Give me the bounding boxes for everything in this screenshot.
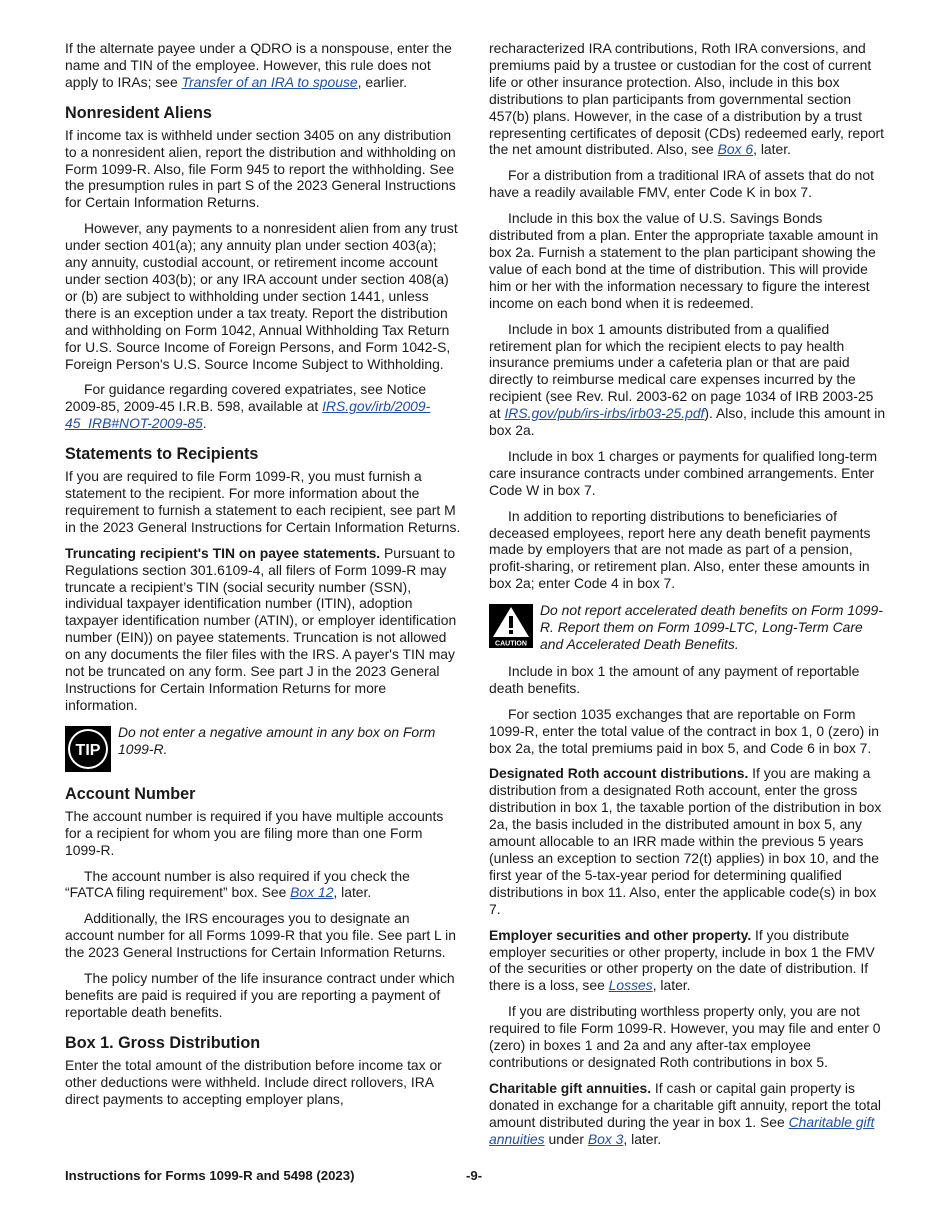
- box1-paragraph-1: Enter the total amount of the distribution before income tax or other deductions were withheld. Include direct rollovers, IRA direct payments to accepting employer plans,: [65, 1056, 442, 1107]
- long-term-care-paragraph: Include in box 1 charges or payments for qualified long-term care insurance contracts under combined arrangements. Enter Code W in box 7.: [489, 447, 878, 498]
- irb03-25-link[interactable]: IRS.gov/pub/irs-irbs/irb03-25.pdf: [504, 405, 705, 422]
- truncating-paragraph: Truncating recipient's TIN on payee statements. Pursuant to Regulations section 301.6109-4, all filers of Form 1099-R may truncate a recipient’s TIN (social security number (SSN), individual taxpayer identification number (ITIN), adoption taxpayer identification number (ATIN), or employer identification number (EIN)) on payee statements. Truncation is not allowed on any documents the filer files with the IRS. A payer's TIN may not be truncated on any form. See part J in the 2023 General Instructions for Certain Information Returns for more information.: [65, 544, 457, 713]
- footer-title: Instructions for Forms 1099-R and 5498 (2023): [65, 1168, 355, 1183]
- caution-text: Do not report accelerated death benefits on Form 1099-R. Report them on Form 1099-LTC, Long-Term Care and Accelerated Death Benefits.: [540, 602, 883, 652]
- section-1035-paragraph: For section 1035 exchanges that are reportable on Form 1099-R, enter the total value of the contract in box 1, 0 (zero) in box 2a, the total premiums paid in box 5, and Code 6 in box 7.: [489, 705, 879, 756]
- truncating-title: Truncating recipient's TIN on payee statements.: [65, 544, 381, 561]
- savings-bonds-paragraph: Include in this box the value of U.S. Savings Bonds distributed from a plan. Enter the appropriate taxable amount in box 2a. Furnish a statement to the plan participant showing the value of each bond at the time of distribution. This will provide him or her with the information necessary to figure the interest income on each bond when it is redeemed.: [489, 210, 879, 311]
- account-paragraph-1: The account number is required if you have multiple accounts for a recipient for whom you are filing more than one Form 1099-R.: [65, 807, 444, 858]
- page-footer: [65, 1168, 886, 1186]
- charitable-gift-annuities-link[interactable]: Charitable gift annuities: [489, 1113, 875, 1147]
- nonresident-aliens-heading: Nonresident Aliens: [65, 103, 212, 122]
- losses-link[interactable]: Losses: [608, 977, 653, 994]
- statements-heading: Statements to Recipients: [65, 445, 259, 464]
- transfer-ira-spouse-link[interactable]: Transfer of an IRA to spouse: [181, 73, 358, 90]
- charitable-title: Charitable gift annuities.: [489, 1079, 652, 1096]
- employer-securities-title: Employer securities and other property.: [489, 926, 752, 943]
- box-12-link[interactable]: Box 12: [290, 884, 334, 901]
- box-3-link[interactable]: Box 3: [587, 1130, 624, 1147]
- reportable-death-paragraph: Include in box 1 the amount of any payment of reportable death benefits.: [489, 662, 860, 696]
- account-number-heading: Account Number: [65, 784, 196, 803]
- fmv-paragraph: For a distribution from a traditional IRA of assets that do not have a readily available FMV, enter Code K in box 7.: [489, 167, 874, 201]
- statements-paragraph-1: If you are required to file Form 1099-R, you must furnish a statement to the recipient. For more information about the requirement to furnish a statement to each recipient, see part M in the 2023 General Instructions for Certain Information Returns.: [65, 468, 461, 535]
- tip-text: Do not enter a negative amount in any box on Form 1099-R.: [118, 723, 436, 757]
- tip-callout: [65, 724, 461, 772]
- account-paragraph-4: The policy number of the life insurance contract under which benefits are paid is required if you are reporting a payment of reportable death benefits.: [65, 970, 455, 1020]
- box-6-link[interactable]: Box 6: [717, 141, 754, 158]
- box1-heading: Box 1. Gross Distribution: [65, 1033, 261, 1052]
- account-paragraph-3: Additionally, the IRS encourages you to designate an account number for all Forms 1099-R that you file. See part L in the 2023 General Instructions for Certain Information Returns.: [65, 910, 456, 961]
- charitable-paragraph: Charitable gift annuities. If cash or capital gain property is donated in exchange for a charitable gift annuity, report the total amount distributed during the year in box 1. See Charitable gift annuities under Box 3, later.: [489, 1079, 882, 1147]
- caution-icon: [489, 604, 533, 648]
- account-paragraph-2: The account number is also required if you check the “FATCA filing requirement” box. See Box 12, later.: [65, 867, 410, 901]
- nonresident-paragraph-3: For guidance regarding covered expatriates, see Notice 2009-85, 2009-45 I.R.B. 598, available at IRS.gov/irb/2009-45_IRB#NOT-2009-85.: [65, 381, 431, 432]
- right-column: [489, 40, 886, 1156]
- death-benefit-paragraph: In addition to reporting distributions to beneficiaries of deceased employees, report here any death benefit payments made by employers that are not made as part of a pension, profit-sharing, or retirement plan. Also, enter these amounts in box 2a; enter Code 4 in box 7.: [489, 507, 871, 592]
- nonresident-paragraph-2: However, any payments to a nonresident alien from any trust under section 401(a); any annuity plan under section 403(a); any annuity, custodial account, or retirement income account under section 403(b); or any IRA account under section 408(a) or (b) are subject to withholding under section 1441, unless there is an exception under a tax treaty. Report the distribution and withholding on Form 1042, Annual Withholding Tax Return for U.S. Source Income of Foreign Persons, and Form 1042-S, Foreign Person's U.S. Source Income Subject to Withholding.: [65, 220, 458, 372]
- tip-icon-label: TIP: [75, 741, 101, 759]
- roth-paragraph: Designated Roth account distributions. If you are making a distribution from a designated Roth account, enter the gross distribution in box 1, the taxable portion of the distribution in box 2a, the basis included in the distributed amount in box 5, any amount allocable to an IRR made within the previous 5 years (unless an exception to section 72(t) applies) in box 10, and the first year of the 5-tax-year period for determining qualified distributions in box 11. Also, enter the applicable code(s) in box 7.: [489, 765, 882, 917]
- qdro-paragraph: If the alternate payee under a QDRO is a nonspouse, enter the name and TIN of the employee. However, this rule does not apply to IRAs; see Transfer of an IRA to spouse, earlier.: [65, 40, 452, 90]
- health-insurance-paragraph: Include in box 1 amounts distributed from a qualified retirement plan for which the recipient elects to pay health insurance premiums under a cafeteria plan or that are paid directly to reimburse medical care expenses incurred by the recipient (see Rev. Rul. 2003-62 on page 1034 of IRB 2003-25 at IRS.gov/pub/irs-irbs/irb03-25.pdf). Also, include this amount in box 2a.: [489, 320, 886, 439]
- irs-irb-notice-link[interactable]: IRS.gov/irb/2009-45_IRB#NOT-2009-85: [65, 398, 431, 432]
- caution-icon-label: CAUTION: [495, 640, 527, 648]
- worthless-property-paragraph: If you are distributing worthless property only, you are not required to file Form 1099-R. However, you may file and enter 0 (zero) in boxes 1 and 2a and any after-tax employee contributions or designated Roth contributions in box 5.: [489, 1003, 881, 1070]
- tip-icon: [65, 726, 111, 772]
- left-column: [65, 40, 461, 1117]
- employer-securities-paragraph: Employer securities and other property. If you distribute employer securities or other property, include in box 1 the FMV of the securities or other property on the date of distribution. If there is a loss, see Losses, later.: [489, 926, 875, 994]
- caution-callout: [489, 602, 886, 653]
- roth-title: Designated Roth account distributions.: [489, 765, 749, 782]
- nonresident-paragraph-1: If income tax is withheld under section 3405 on any distribution to a nonresident alien, report the distribution and withholding on Form 1099-R. Also, file Form 945 to report the withholding. See the presumption rules in part S of the 2023 General Instructions for Certain Information Returns.: [65, 126, 456, 211]
- box1-continued-paragraph: recharacterized IRA contributions, Roth IRA conversions, and premiums paid by a trustee or custodian for the cost of current life or other insurance protection. Also, include in this box distributions to plan participants from governmental section 457(b) plans. However, in the case of a distribution by a trust representing certificates of deposit (CDs) redeemed early, report the net amount distributed. Also, see Box 6, later.: [489, 40, 885, 158]
- page-number: -9-: [466, 1168, 483, 1183]
